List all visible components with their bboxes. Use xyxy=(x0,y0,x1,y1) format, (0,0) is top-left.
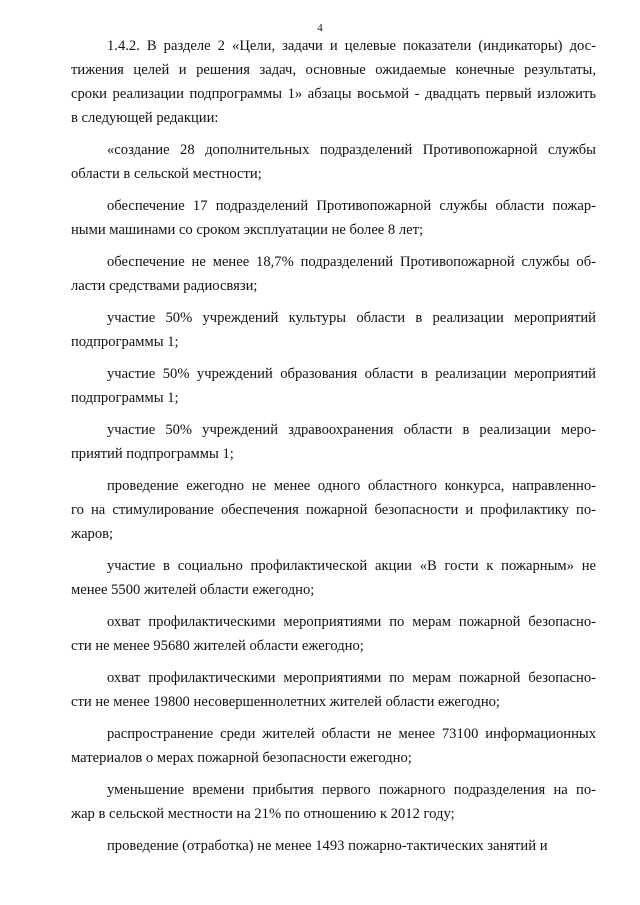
text-line: сроки реализации подпрограммы 1» абзацы восьмой - двадцать первый изложить xyxy=(71,86,596,102)
text-line: участие 50% учреждений здравоохранения области в реализации меро- xyxy=(107,422,596,438)
text-line: проведение (отработка) не менее 1493 пожарно-тактических занятий и xyxy=(107,838,548,854)
text-line: подпрограммы 1; xyxy=(71,390,179,406)
paragraph-spacer xyxy=(71,410,596,418)
page-number: 4 xyxy=(317,22,323,34)
paragraph-spacer xyxy=(71,354,596,362)
text-line: участие 50% учреждений культуры области в реализации мероприятий xyxy=(107,310,596,326)
paragraph-spacer xyxy=(71,714,596,722)
text-line: менее 5500 жителей области ежегодно; xyxy=(71,582,315,598)
paragraph-spacer xyxy=(71,242,596,250)
text-line: обеспечение не менее 18,7% подразделений Противопожарной службы об- xyxy=(107,254,596,270)
text-line: материалов о мерах пожарной безопасности ежегодно; xyxy=(71,750,412,766)
text-line: жар в сельской местности на 21% по отношению к 2012 году; xyxy=(71,806,455,822)
text-line: ласти средствами радиосвязи; xyxy=(71,278,258,294)
text-line: подпрограммы 1; xyxy=(71,334,179,350)
paragraph-spacer xyxy=(71,186,596,194)
paragraph xyxy=(71,610,596,658)
text-line: сти не менее 95680 жителей области ежегодно; xyxy=(71,638,364,654)
paragraph-spacer xyxy=(71,826,596,834)
paragraph xyxy=(71,194,596,242)
paragraph-spacer xyxy=(71,770,596,778)
text-line: в следующей редакции: xyxy=(71,110,219,126)
text-line: распространение среди жителей области не менее 73100 информационных xyxy=(107,726,596,742)
text-line: «создание 28 дополнительных подразделений Противопожарной службы xyxy=(107,142,596,158)
text-line: области в сельской местности; xyxy=(71,166,262,182)
paragraph xyxy=(71,34,596,130)
paragraph xyxy=(71,138,596,186)
text-line: 1.4.2. В разделе 2 «Цели, задачи и целевые показатели (индикаторы) дос- xyxy=(107,38,596,54)
text-line: приятий подпрограммы 1; xyxy=(71,446,234,462)
paragraph xyxy=(71,666,596,714)
paragraph xyxy=(71,250,596,298)
text-line: участие в социально профилактической акции «В гости к пожарным» не xyxy=(107,558,596,574)
paragraph-spacer xyxy=(71,466,596,474)
text-line: охват профилактическими мероприятиями по мерам пожарной безопасно- xyxy=(107,670,596,686)
text-line: жаров; xyxy=(71,526,114,542)
paragraph xyxy=(71,474,596,546)
text-line: проведение ежегодно не менее одного областного конкурса, направленно- xyxy=(107,478,596,494)
paragraph xyxy=(71,834,596,858)
paragraph-spacer xyxy=(71,658,596,666)
paragraph-spacer xyxy=(71,602,596,610)
text-line: уменьшение времени прибытия первого пожарного подразделения на по- xyxy=(107,782,596,798)
text-line: участие 50% учреждений образования области в реализации мероприятий xyxy=(107,366,596,382)
paragraph xyxy=(71,778,596,826)
paragraph xyxy=(71,554,596,602)
paragraph xyxy=(71,418,596,466)
text-line: охват профилактическими мероприятиями по мерам пожарной безопасно- xyxy=(107,614,596,630)
text-line: тижения целей и решения задач, основные ожидаемые конечные результаты, xyxy=(71,62,596,78)
text-line: ными машинами со сроком эксплуатации не более 8 лет; xyxy=(71,222,424,238)
paragraph-spacer xyxy=(71,130,596,138)
text-line: сти не менее 19800 несовершеннолетних жителей области ежегодно; xyxy=(71,694,500,710)
text-line: обеспечение 17 подразделений Противопожарной службы области пожар- xyxy=(107,198,596,214)
text-line: го на стимулирование обеспечения пожарной безопасности и профилактику по- xyxy=(71,502,596,518)
paragraph xyxy=(71,362,596,410)
paragraph xyxy=(71,306,596,354)
document-body xyxy=(71,34,596,858)
paragraph-spacer xyxy=(71,546,596,554)
paragraph xyxy=(71,722,596,770)
paragraph-spacer xyxy=(71,298,596,306)
